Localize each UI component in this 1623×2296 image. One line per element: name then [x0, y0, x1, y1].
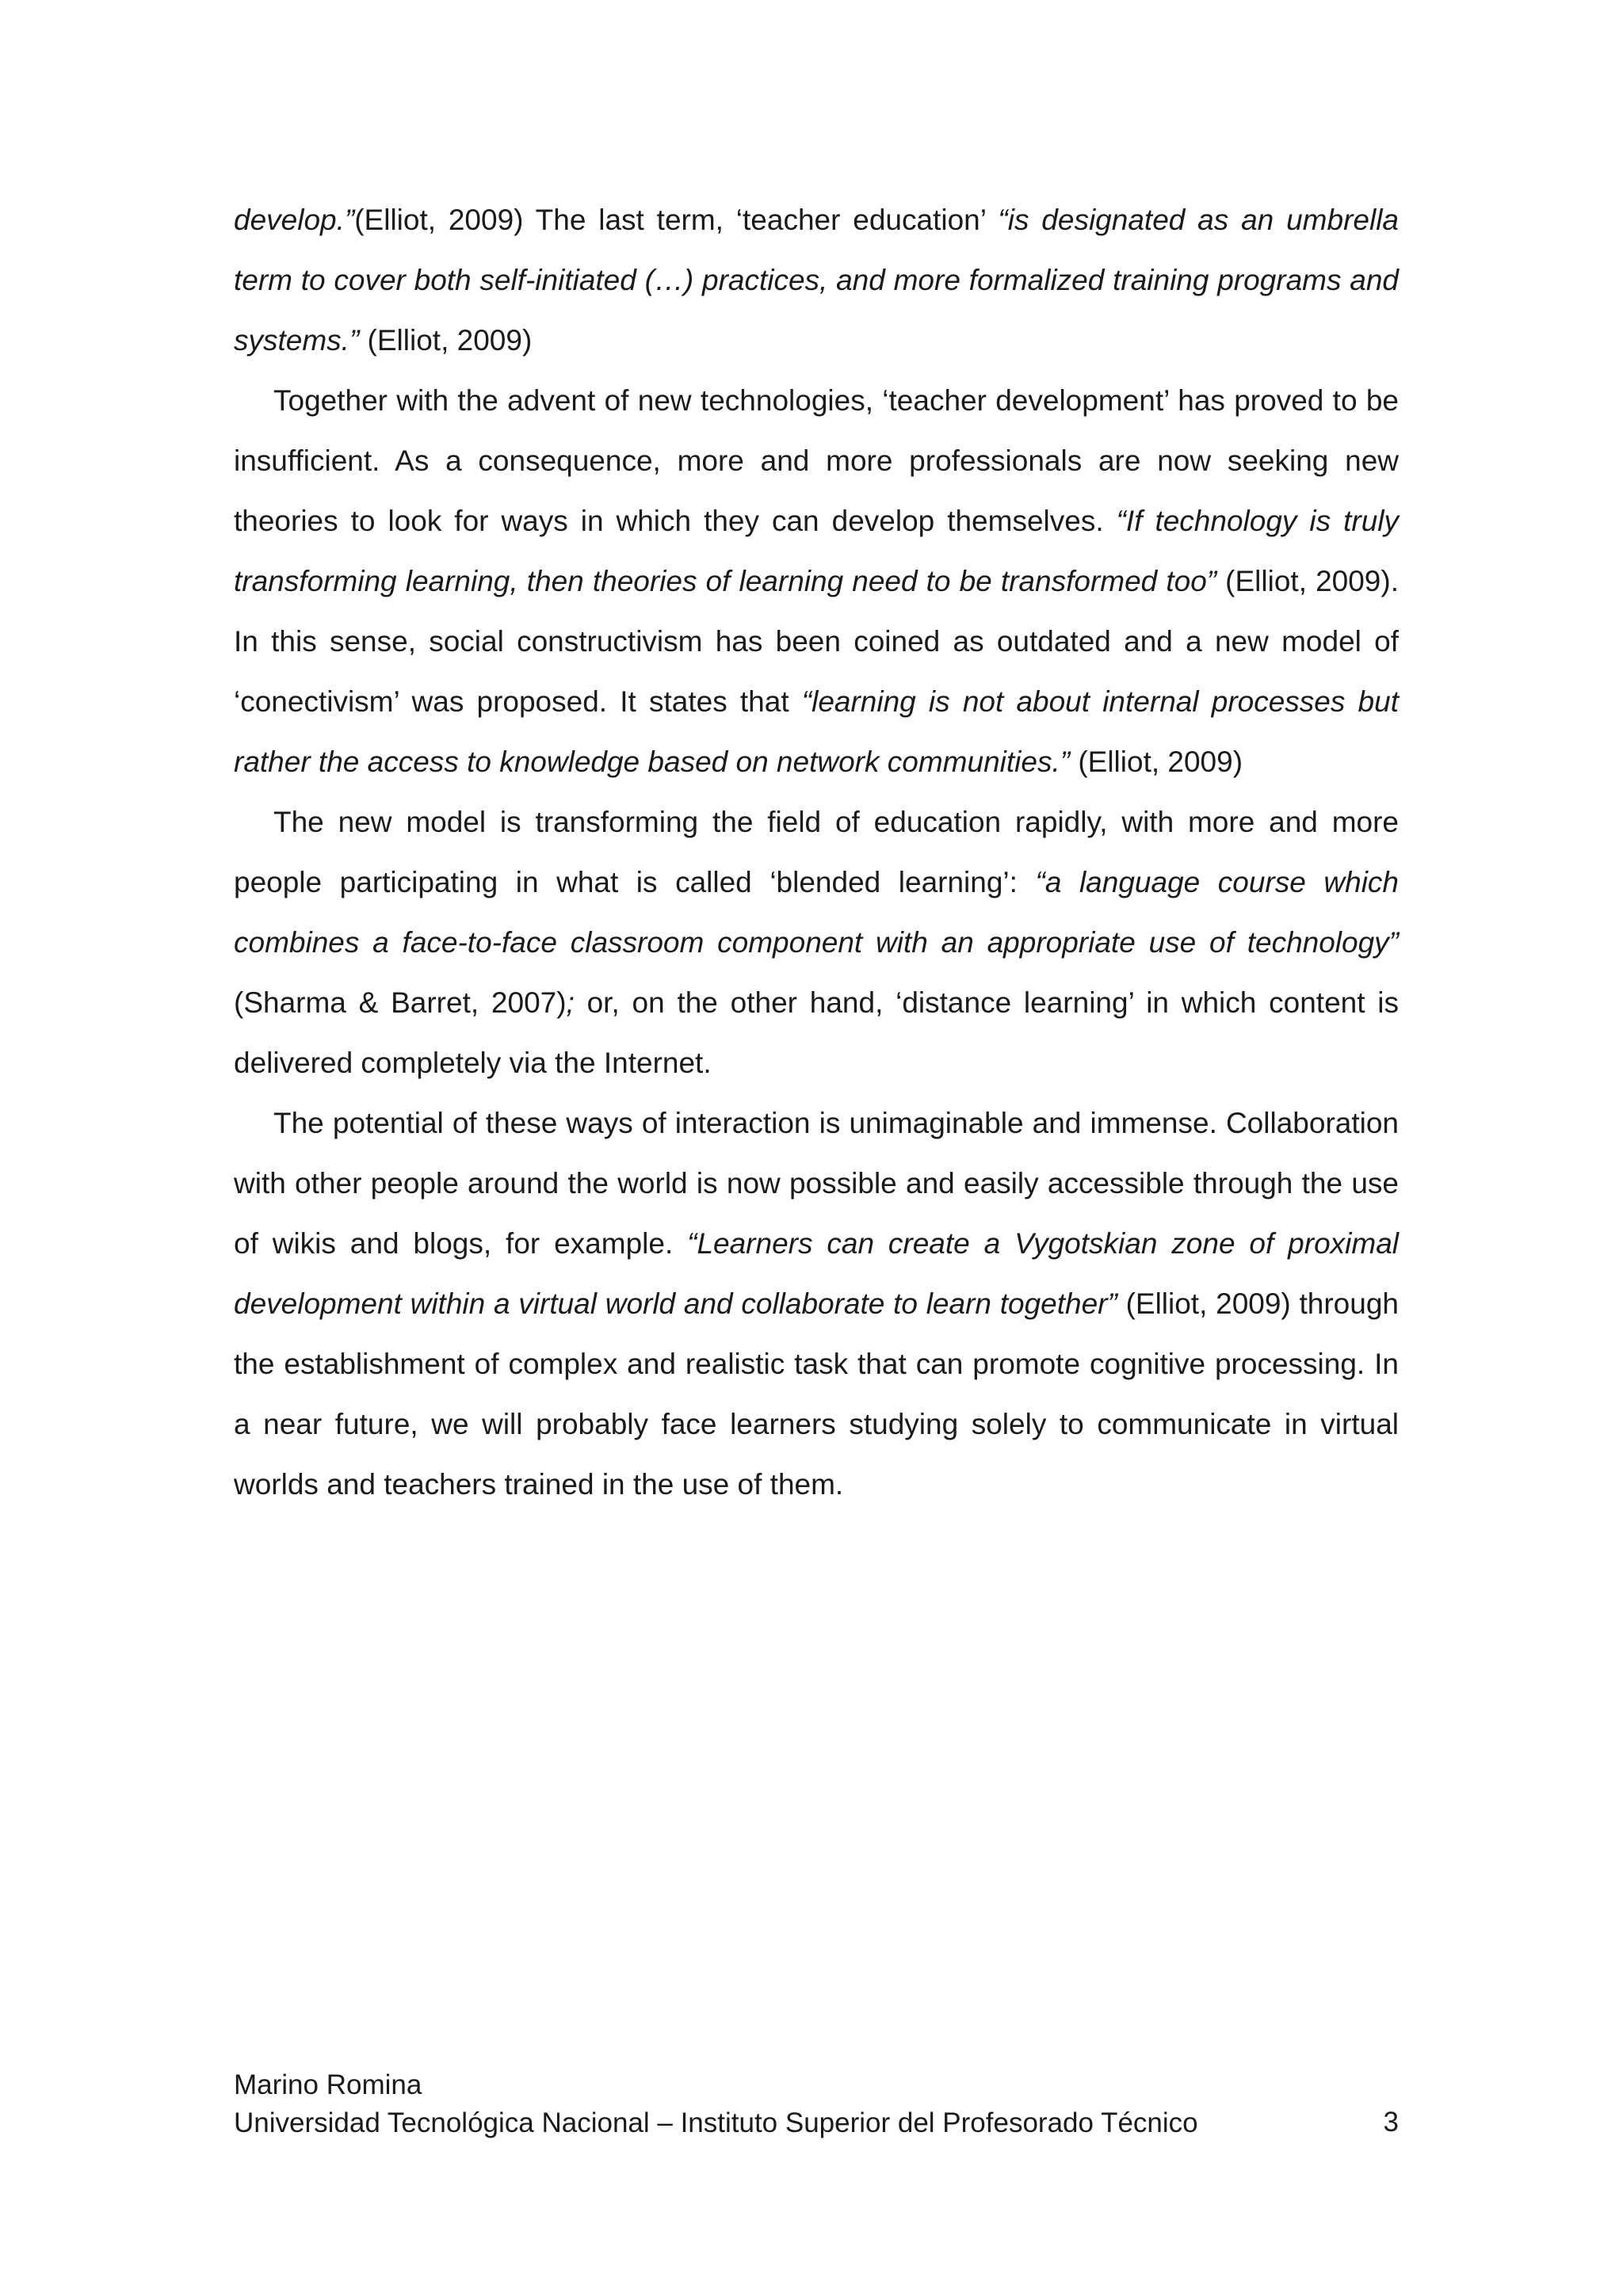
paragraph-text: (Elliot, 2009). In this sense, social constructivism has been coined as outdated and a new model of ‘conectivism’ was proposed. It states that [234, 565, 1399, 718]
quoted-text: develop.” [234, 204, 355, 236]
body-text [234, 190, 1399, 1515]
footer-institution: Universidad Tecnológica Nacional – Instituto Superior del Profesorado Técnico [234, 2107, 1198, 2138]
quoted-text: ; [566, 986, 575, 1019]
paragraph-text: (Elliot, 2009) [359, 324, 533, 357]
paragraph [234, 1093, 1399, 1515]
footer-author: Marino Romina [234, 2069, 422, 2100]
paragraph-text: (Elliot, 2009) The last term, ‘teacher education’ [354, 204, 999, 236]
paragraph-text: The potential of these ways of interaction is unimaginable and immense. Collaboration with other people around the world is now possible and easily accessible through the use of wikis and blogs, for example. [234, 1107, 1399, 1260]
quoted-text: “learning is not about internal processes but rather the access to knowledge based on network communities.” [234, 685, 1399, 778]
paragraph [234, 371, 1399, 792]
paragraph-text: (Sharma & Barret, 2007) [234, 986, 567, 1019]
quoted-text: “a language course which combines a face-to-face classroom component with an appropriate use of technology” [234, 866, 1399, 959]
paragraph-text: (Elliot, 2009) [1070, 746, 1243, 778]
paragraph-text: (Elliot, 2009) through the establishment of complex and realistic task that can promote cognitive processing. In a near future, we will probably face learners studying solely to communicate in virtual worlds and teachers trained in the use of them. [234, 1287, 1399, 1501]
paragraph-text: The new model is transforming the field of education rapidly, with more and more people participating in what is called ‘blended learning’: [234, 806, 1399, 898]
page-number: 3 [1383, 2107, 1399, 2138]
paragraph-text: Together with the advent of new technologies, ‘teacher development’ has proved to be insufficient. As a consequence, more and more professionals are now seeking new theories to look for ways in which they can develop themselves. [234, 384, 1399, 537]
page-footer [234, 2066, 1399, 2142]
quoted-text: “is designated as an umbrella term to cover both self-initiated (…) practices, and more formalized training programs and systems.” [234, 204, 1399, 357]
paragraph [234, 190, 1399, 371]
paragraph-text: or, on the other hand, ‘distance learning’ in which content is delivered completely via the Internet. [234, 986, 1399, 1079]
quoted-text: “If technology is truly transforming learning, then theories of learning need to be transformed too” [234, 505, 1399, 597]
paragraph [234, 792, 1399, 1093]
quoted-text: “Learners can create a Vygotskian zone of proximal development within a virtual world and collaborate to learn together” [234, 1227, 1399, 1320]
